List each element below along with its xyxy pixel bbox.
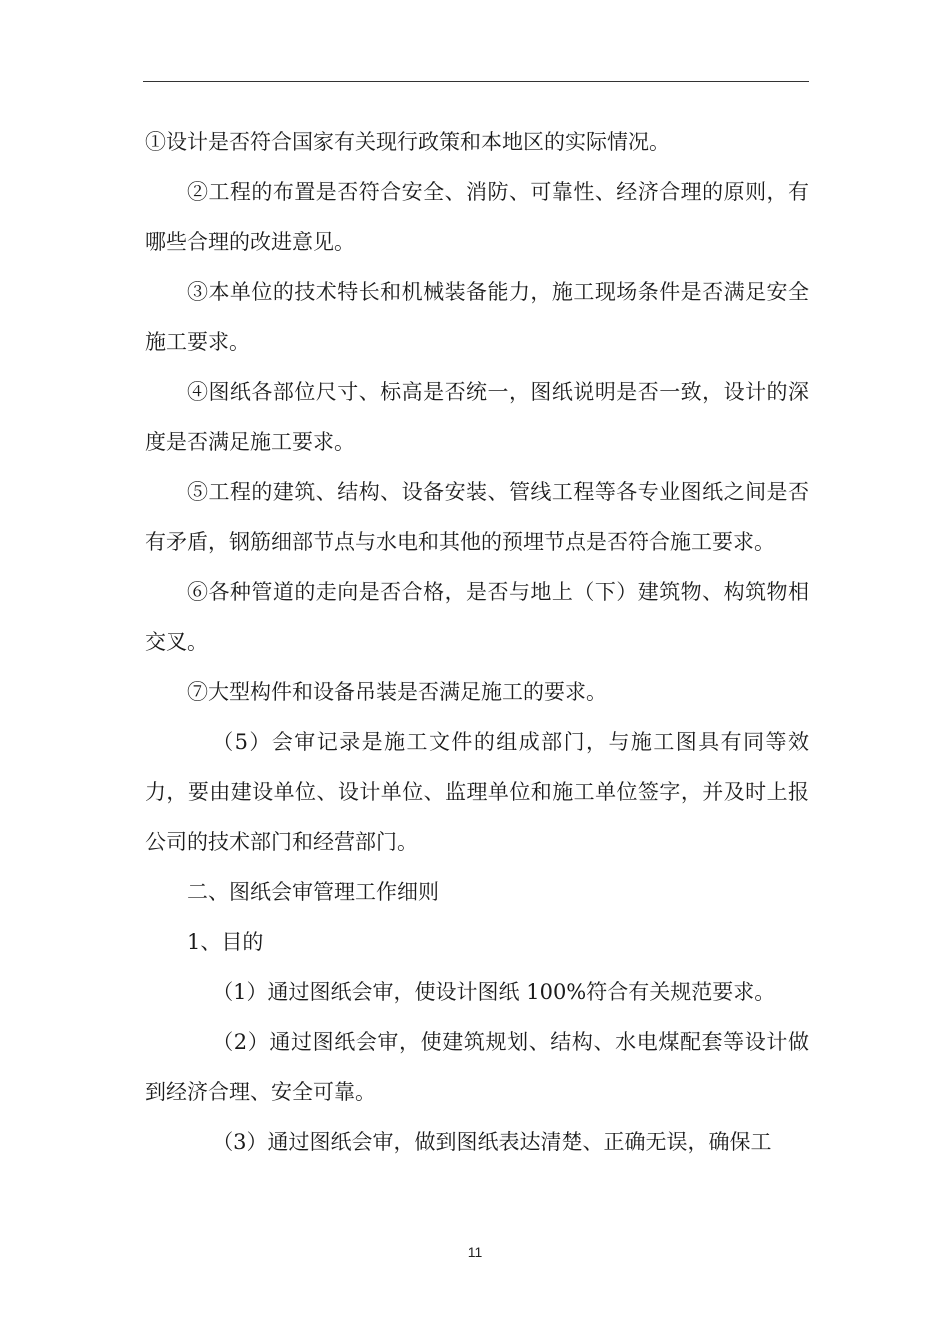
header-rule bbox=[143, 81, 809, 82]
paragraph-dimensions: ④图纸各部位尺寸、标高是否统一，图纸说明是否一致，设计的深度是否满足施工要求。 bbox=[145, 380, 809, 454]
subsection-heading: 1、目的 bbox=[187, 930, 264, 954]
paragraph-goal-1: （1）通过图纸会审，使设计图纸 100%符合有关规范要求。 bbox=[212, 980, 776, 1004]
paragraph-pipelines: ⑥各种管道的走向是否合格，是否与地上（下）建筑物、构筑物相交叉。 bbox=[145, 580, 809, 654]
paragraph-design-policy: ①设计是否符合国家有关现行政策和本地区的实际情况。 bbox=[145, 130, 670, 154]
document-body bbox=[145, 117, 809, 1167]
paragraph-discipline-conflicts: ⑤工程的建筑、结构、设备安装、管线工程等各专业图纸之间是否有矛盾，钢筋细部节点与水电和其他的预埋节点是否符合施工要求。 bbox=[145, 480, 809, 554]
paragraph-review-records: （5）会审记录是施工文件的组成部门，与施工图具有同等效力，要由建设单位、设计单位、监理单位和施工单位签字，并及时上报公司的技术部门和经营部门。 bbox=[145, 730, 809, 854]
page-number: 11 bbox=[467, 1244, 483, 1260]
paragraph-unit-capability: ③本单位的技术特长和机械装备能力，施工现场条件是否满足安全施工要求。 bbox=[145, 280, 809, 354]
paragraph-goal-3: （3）通过图纸会审，做到图纸表达清楚、正确无误，确保工 bbox=[212, 1130, 772, 1154]
paragraph-hoisting: ⑦大型构件和设备吊装是否满足施工的要求。 bbox=[187, 680, 607, 704]
paragraph-layout-safety: ②工程的布置是否符合安全、消防、可靠性、经济合理的原则，有哪些合理的改进意见。 bbox=[145, 180, 809, 254]
section-heading: 二、图纸会审管理工作细则 bbox=[187, 880, 439, 904]
paragraph-goal-2: （2）通过图纸会审，使建筑规划、结构、水电煤配套等设计做到经济合理、安全可靠。 bbox=[145, 1030, 809, 1104]
